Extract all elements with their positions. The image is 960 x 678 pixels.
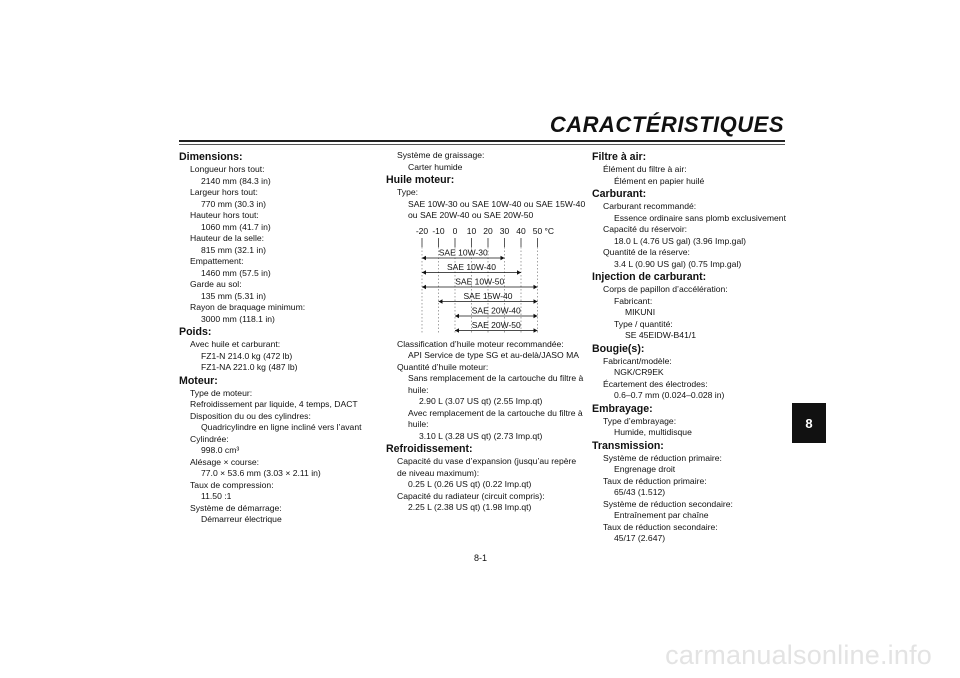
spec-line: Démarreur électrique [201,514,282,524]
range-arrow-right [534,299,538,303]
spec-line: Refroidissement par liquide, 4 temps, DACT [190,399,358,409]
spec-line: Disposition du ou des cylindres: [190,410,311,421]
spec-line: 77.0 × 53.6 mm (3.03 × 2.11 in) [201,468,321,478]
oil-viscosity-chart [410,225,555,335]
spec-line: Fabricant/modèle: [603,355,672,366]
spec-line: Longueur hors tout: [190,164,265,174]
spec-line: FZ1-NA 221.0 kg (487 lb) [201,362,298,372]
spec-line: Écartement des électrodes: [603,378,708,389]
section-heading: Poids: [179,326,212,338]
section-heading: Dimensions: [179,151,243,163]
spec-line: Hauteur hors tout: [190,210,259,220]
spec-line: Système de réduction secondaire: [603,498,733,509]
spec-line: Système de graissage: [397,150,485,160]
tick-label: -20 [415,225,429,236]
range-arrow-left [439,299,443,303]
spec-line: 0.25 L (0.26 US qt) (0.22 Imp.qt) [408,479,532,489]
spec-line: Système de réduction primaire: [603,452,722,463]
spec-line: Élément en papier huilé [614,175,705,186]
spec-line: Quadricylindre en ligne incliné vers l’avant [201,422,362,432]
section-heading: Carburant: [592,188,647,200]
chapter-tab[interactable]: 8 [792,403,826,443]
spec-line: 0.6–0.7 mm (0.024–0.028 in) [614,390,725,400]
range-arrow-left [422,270,426,274]
spec-line: Sans remplacement de la cartouche du filtre à huile: [408,373,584,395]
range-arrow-right [534,328,538,332]
column-2-top [386,150,586,222]
range-arrow-right [517,270,521,274]
spec-line: 998.0 cm³ [201,445,240,455]
spec-line: 1060 mm (41.7 in) [201,221,271,232]
spec-line: Classification d’huile moteur recommandée: [397,338,564,349]
spec-line: Entraînement par chaîne [614,510,709,520]
spec-line: 2.90 L (3.07 US qt) (2.55 Imp.qt) [419,396,543,406]
header-rule-thick [179,140,785,142]
spec-line: Taux de réduction primaire: [603,475,707,486]
range-arrow-left [455,313,459,317]
spec-line: 65/43 (1.512) [614,487,666,497]
section-heading: Moteur: [179,374,218,387]
spec-line: Alésage × course: [190,456,260,467]
spec-line: Quantité de la réserve: [603,247,690,257]
section-heading: Filtre à air: [592,151,647,163]
spec-line: Humide, multidisque [614,427,692,437]
section-heading: Injection de carburant: [592,271,707,283]
spec-line: Essence ordinaire sans plomb exclusivement [614,212,786,223]
tick-label: 40 [516,225,526,236]
range-arrow-left [422,255,426,259]
range-arrow-right [501,255,505,259]
section-heading: Embrayage: [592,402,653,415]
tick-label: -10 [432,225,445,236]
range-label: SAE 20W-50 [471,319,521,330]
footer-watermark-url: carmanualsonline.info [665,640,932,670]
header-rule-thin [179,144,785,145]
spec-line: 770 mm (30.3 in) [201,198,266,209]
spec-line: Type d’embrayage: [603,415,677,426]
spec-line: 2.25 L (2.38 US qt) (1.98 Imp.qt) [408,502,532,512]
column-1 [179,150,384,526]
spec-line: 815 mm (32.1 in) [201,244,266,255]
spec-line: SAE 10W-30 ou SAE 10W-40 ou SAE 15W-40 ou SAE 20W-40 ou SAE 20W-50 [408,198,586,220]
spec-line: API Service de type SG et au-delà/JASO MA [408,350,579,360]
spec-line: Quantité d’huile moteur: [397,361,489,372]
spec-line: 3.4 L (0.90 US gal) (0.75 Imp.gal) [614,258,742,269]
column-3 [592,150,792,545]
spec-line: Taux de compression: [190,479,274,490]
spec-line: Garde au sol: [190,279,242,289]
spec-line: Type: [397,187,419,197]
range-arrow-left [455,328,459,332]
range-label: SAE 10W-30 [438,247,488,257]
range-label: SAE 20W-40 [471,305,521,315]
spec-line: 3000 mm (118.1 in) [201,313,275,324]
section-heading: Bougie(s): [592,342,645,355]
column-2 [386,150,586,514]
spec-line: Corps de papillon d’accélération: [603,284,728,294]
range-label: SAE 10W-40 [447,261,496,272]
page-title: CARACTÉRISTIQUES [549,112,784,137]
range-label: SAE 15W-40 [463,290,513,301]
spec-line: Type / quantité: [614,318,673,329]
spec-line: 45/17 (2.647) [614,533,666,543]
spec-line: Capacité du vase d’expansion (jusqu’au repère de niveau maximum): [397,456,577,478]
tick-label: 10 [466,225,477,236]
tick-label: 0 [452,225,458,236]
range-arrow-right [534,284,538,288]
spec-line: Cylindrée: [190,433,229,444]
spec-line: 1460 mm (57.5 in) [201,267,271,278]
spec-line: Élément du filtre à air: [603,164,687,174]
tick-label: 30 [499,225,510,236]
range-arrow-right [534,313,538,317]
spec-line: MIKUNI [625,307,656,317]
range-arrow-left [422,284,426,288]
tick-label: 20 [483,225,493,236]
spec-line: Carburant recommandé: [603,201,697,211]
section-heading: Huile moteur: [386,174,455,186]
spec-line: Hauteur de la selle: [190,233,265,243]
spec-line: Largeur hors tout: [190,187,258,197]
column-2-bottom [386,339,586,514]
spec-line: Taux de réduction secondaire: [603,521,718,532]
tick-label: 50 [532,225,543,236]
spec-line: Capacité du radiateur (circuit compris): [397,490,545,501]
spec-line: 2140 mm (84.3 in) [201,175,271,186]
spec-line: Carter humide [408,161,463,172]
spec-line: Système de démarrage: [190,502,282,513]
spec-line: SE 45EIDW-B41/1 [625,330,697,340]
spec-line: Empattement: [190,256,244,266]
range-label: SAE 10W-50 [455,276,505,286]
spec-line: 3.10 L (3.28 US qt) (2.73 Imp.qt) [419,430,543,441]
spec-line: Avec remplacement de la cartouche du filtre à huile: [408,407,583,429]
unit-label: °C [544,225,555,236]
spec-line: NGK/CR9EK [614,367,664,377]
spec-line: 135 mm (5.31 in) [201,290,266,301]
spec-line: Type de moteur: [190,387,253,398]
spec-line: Rayon de braquage minimum: [190,302,306,312]
page-number: 8-1 [474,553,488,563]
spec-line: Avec huile et carburant: [190,339,281,349]
spec-line: Engrenage droit [614,464,676,474]
spec-line: 18.0 L (4.76 US gal) (3.96 Imp.gal) [614,235,746,246]
spec-line: 11.50 :1 [201,491,232,501]
spec-line: Fabricant: [614,295,653,306]
section-heading: Refroidissement: [386,443,473,455]
section-heading: Transmission: [592,439,664,452]
spec-line: Capacité du réservoir: [603,224,688,234]
spec-line: FZ1-N 214.0 kg (472 lb) [201,350,293,361]
